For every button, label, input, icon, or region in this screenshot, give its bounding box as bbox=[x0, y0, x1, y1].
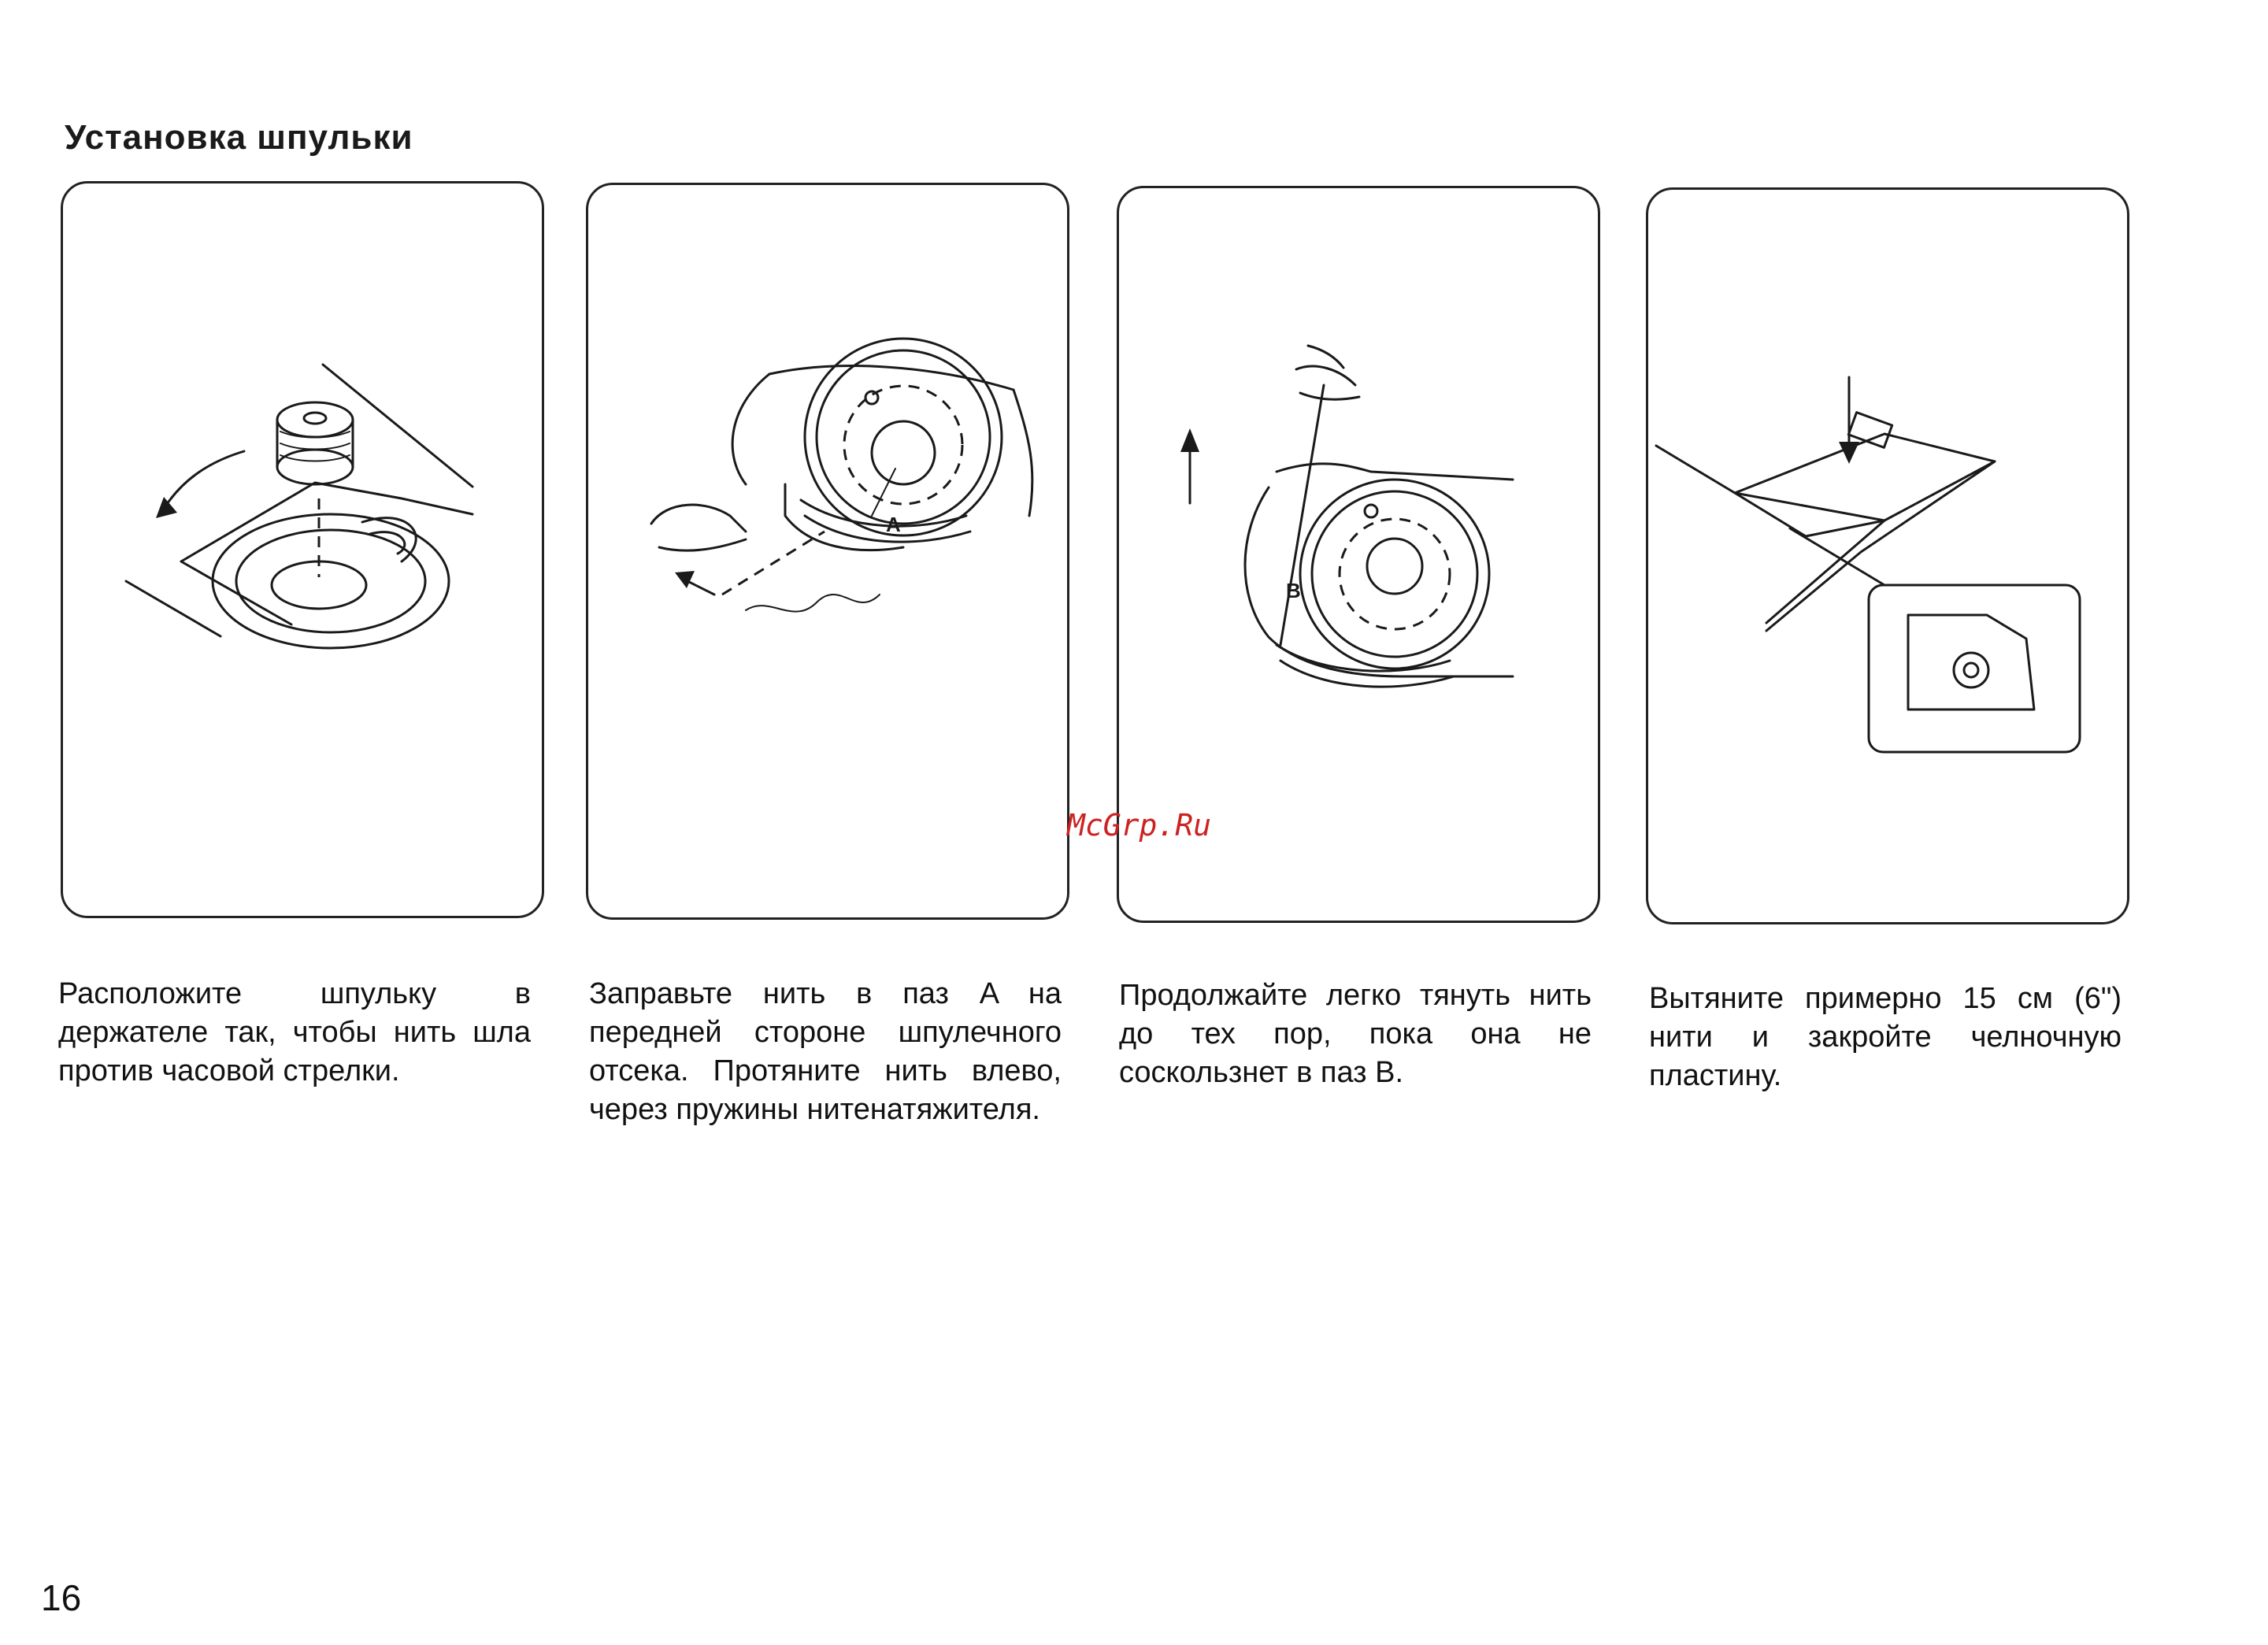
step-4-caption: Вытяните примерно 15 см (6") нити и закройте челночную пластину. bbox=[1649, 982, 2122, 1092]
thread-slot-a-illustration bbox=[588, 185, 1072, 922]
step-1-panel bbox=[61, 181, 544, 918]
close-slide-plate-illustration bbox=[1648, 190, 2132, 927]
step-1-caption: Расположите шпульку в держателе так, чтобы нить шла против часовой стрелки. bbox=[58, 977, 531, 1087]
slot-a-label: A bbox=[886, 513, 901, 536]
page-title: Установка шпульки bbox=[65, 118, 413, 157]
bobbin-insert-illustration bbox=[63, 183, 547, 921]
step-3-caption: Продолжайте легко тянуть нить до тех пор, пока она не соскользнет в паз B. bbox=[1119, 979, 1592, 1089]
watermark: McGrp.Ru bbox=[1067, 808, 1212, 843]
page-number: 16 bbox=[41, 1577, 82, 1618]
step-4-panel bbox=[1646, 187, 2129, 924]
slot-b-label: B bbox=[1286, 579, 1301, 602]
step-2-panel bbox=[586, 183, 1069, 920]
step-2-caption: Заправьте нить в паз A на передней стороне шпулечного отсека. Протяните нить влево, через пружины нитенатяжителя. bbox=[589, 977, 1062, 1126]
